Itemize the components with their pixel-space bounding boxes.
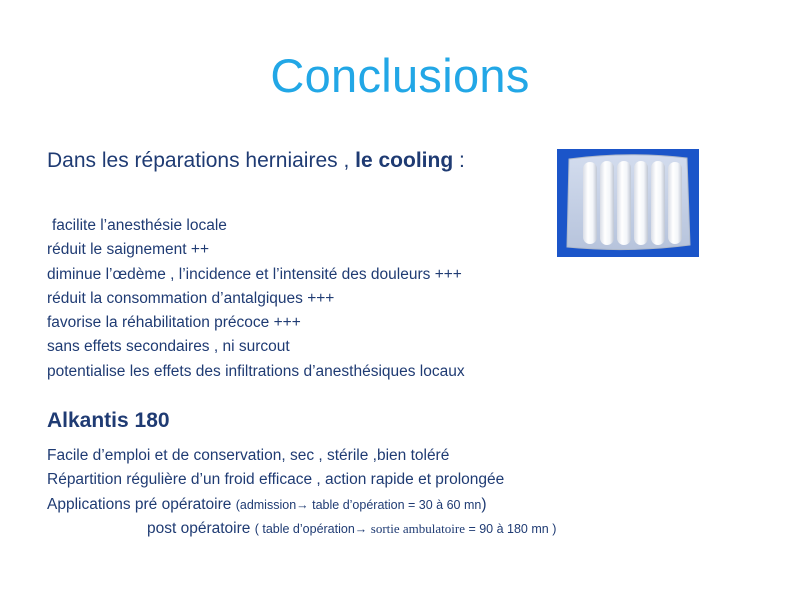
intro-prefix: Dans les réparations herniaires , — [47, 149, 356, 172]
list-item: facilite l’anesthésie locale — [52, 217, 227, 234]
intro-suffix: : — [453, 149, 465, 172]
slide-title: Conclusions — [270, 49, 530, 102]
preop-detail: (admission→ table d’opération = 30 à 60 mn — [235, 497, 482, 512]
detail-line-distribution: Répartition régulière d’un froid efficace , action rapide et prolongée — [47, 471, 505, 489]
product-heading: Alkantis 180 — [47, 409, 170, 432]
detail-line-postop — [47, 517, 556, 541]
preop-close: ) — [481, 495, 487, 513]
list-item: diminue l’œdème , l’incidence et l’intensité des douleurs +++ — [47, 265, 462, 283]
list-item: réduit le saignement ++ — [47, 241, 209, 259]
intro-line — [47, 146, 465, 176]
postop-detail-a: ( table d’opération→ — [254, 521, 371, 536]
postop-detail-c: = 90 à 180 mn ) — [464, 521, 557, 536]
list-item: potentialise les effets des infiltrations d’anesthésiques locaux — [47, 362, 465, 380]
postop-detail-b: sortie ambulatoire — [370, 520, 465, 536]
postop-label: post opératoire — [147, 519, 255, 537]
preop-label: Applications pré opératoire — [47, 495, 236, 513]
list-item: favorise la réhabilitation précoce +++ — [47, 314, 301, 332]
list-item: sans effets secondaires , ni surcout — [47, 338, 290, 356]
detail-line-preop — [47, 493, 556, 517]
cold-pack-image — [557, 149, 699, 257]
intro-emphasis: le cooling — [355, 149, 454, 172]
product-details — [47, 444, 556, 541]
list-item: réduit la consommation d’antalgiques +++ — [47, 289, 335, 307]
detail-line-usage: Facile d’emploi et de conservation, sec , stérile ,bien toléré — [47, 447, 450, 464]
cold-pack-icon — [557, 149, 699, 257]
benefits-list — [47, 214, 465, 384]
